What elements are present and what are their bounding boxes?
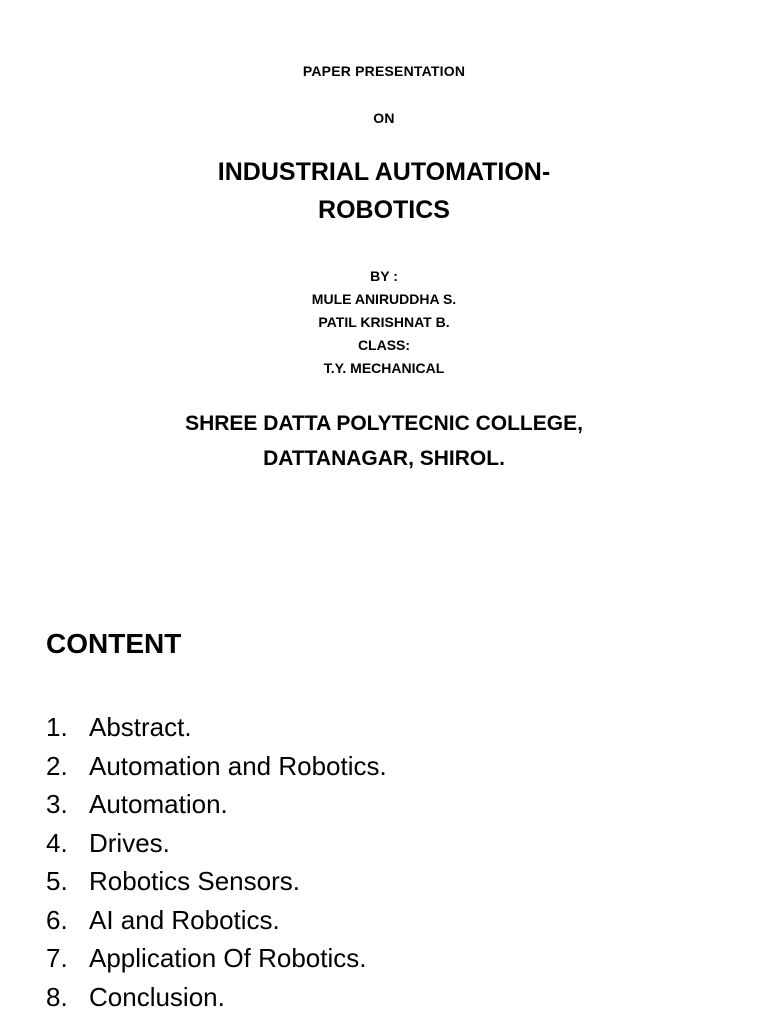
- list-item-text: Automation and Robotics.: [89, 750, 387, 781]
- list-item-text: Drives.: [89, 827, 170, 858]
- document-title: [0, 153, 768, 229]
- list-item-number: 1.: [46, 712, 68, 742]
- class-value: T.Y. MECHANICAL: [323, 360, 445, 376]
- list-item-number: 3.: [46, 789, 68, 819]
- list-item-number: 2.: [46, 750, 68, 781]
- list-item-text: Automation.: [89, 789, 228, 819]
- list-item-text: Robotics Sensors.: [89, 866, 300, 896]
- list-item-text: AI and Robotics.: [89, 904, 280, 935]
- list-item-number: 8.: [46, 981, 68, 1012]
- class-label: CLASS:: [357, 337, 411, 353]
- list-item: [46, 785, 387, 824]
- list-item-number: 7.: [46, 943, 68, 973]
- list-item: [46, 862, 387, 901]
- authors-block: [0, 265, 768, 380]
- list-item: [46, 747, 387, 786]
- list-item: [46, 901, 387, 940]
- title-line-1: INDUSTRIAL AUTOMATION-: [217, 158, 551, 186]
- content-heading: CONTENT: [46, 628, 182, 659]
- list-item-text: Application Of Robotics.: [89, 943, 367, 973]
- list-item-text: Conclusion.: [89, 981, 225, 1012]
- list-item-text: Abstract.: [89, 712, 192, 742]
- title-line-2: ROBOTICS: [318, 196, 450, 224]
- by-label: BY :: [370, 268, 398, 284]
- college-name: [0, 406, 768, 476]
- paper-presentation-label: PAPER PRESENTATION: [302, 63, 466, 79]
- college-line-1: SHREE DATTA POLYTECNIC COLLEGE,: [185, 412, 583, 435]
- author-name: MULE ANIRUDDHA S.: [311, 291, 457, 307]
- content-list: [46, 708, 387, 1016]
- list-item-number: 5.: [46, 866, 68, 896]
- on-label: ON: [373, 110, 395, 126]
- list-item: [46, 708, 387, 747]
- list-item-number: 6.: [46, 904, 68, 935]
- list-item: [46, 824, 387, 863]
- list-item: [46, 939, 387, 978]
- list-item: [46, 978, 387, 1017]
- author-name: PATIL KRISHNAT B.: [318, 314, 450, 330]
- college-line-2: DATTANAGAR, SHIROL.: [263, 447, 505, 470]
- list-item-number: 4.: [46, 827, 68, 858]
